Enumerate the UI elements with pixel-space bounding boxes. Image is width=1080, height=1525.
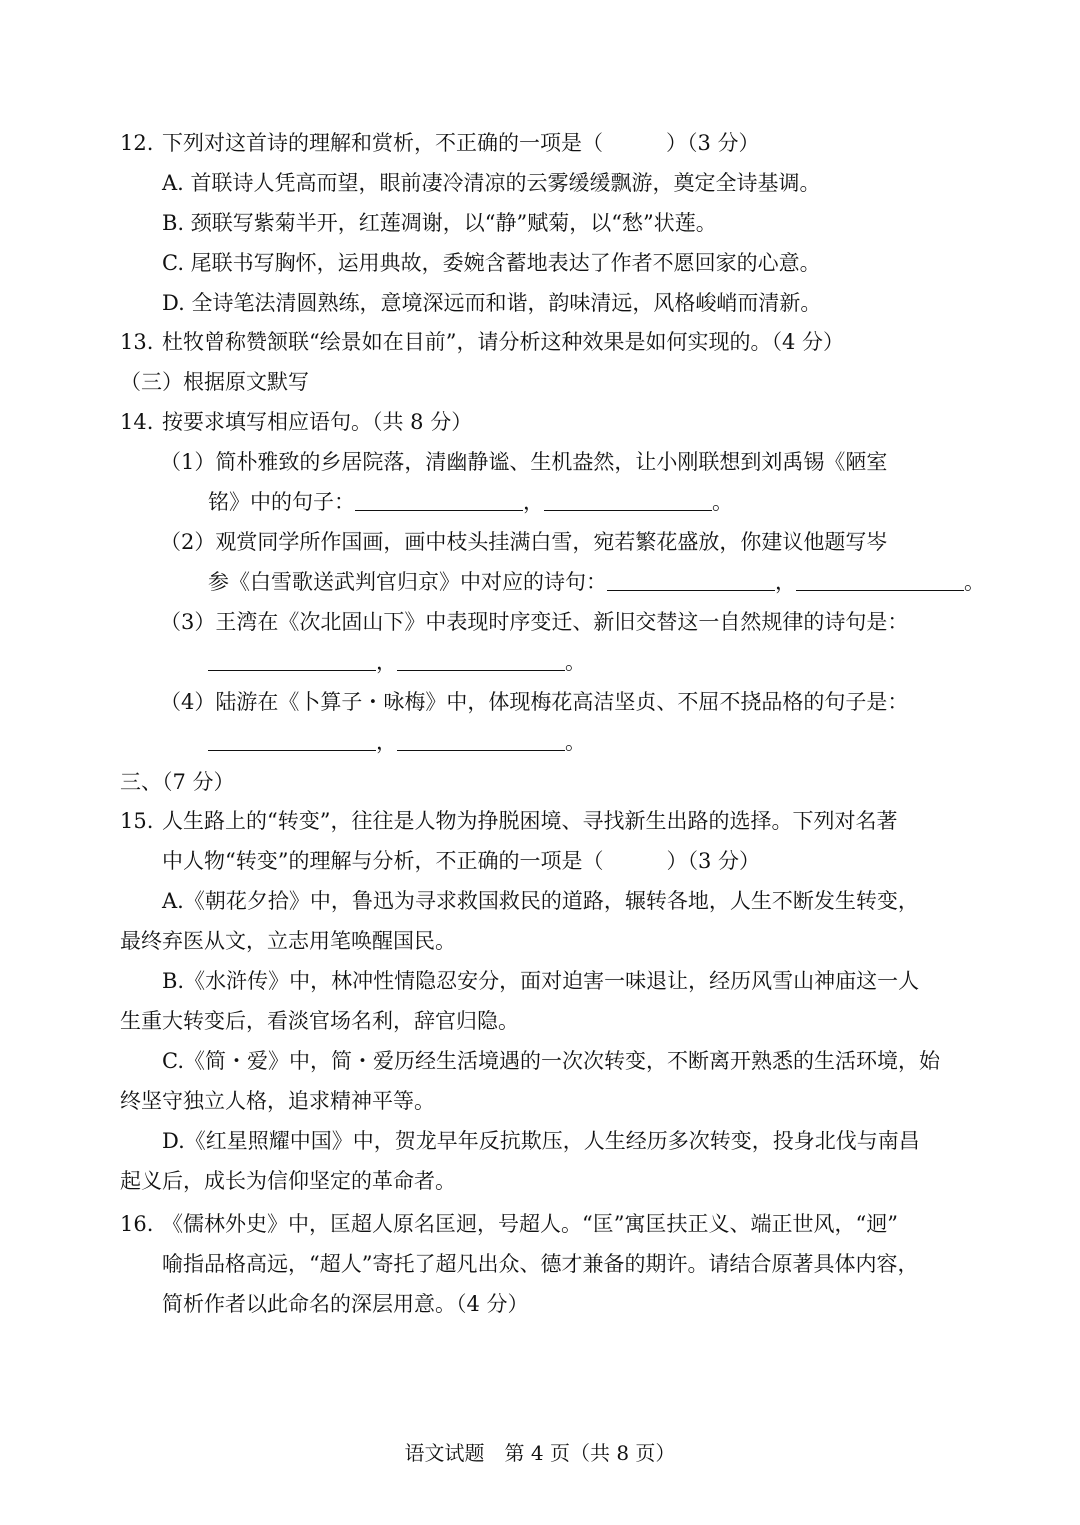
q14-part2-prompt: （2）观赏同学所作国画，画中枝头挂满白雪，宛若繁花盛放，你建议他题写岑 — [160, 530, 888, 554]
q16-line2: 喻指品格高远，“超人”寄托了超凡出众、德才兼备的期许。请结合原著具体内容， — [162, 1252, 919, 1276]
q15-number: 15. — [120, 809, 154, 833]
q16-line1 — [120, 1209, 898, 1239]
q12-option-d: D. 全诗笔法清圆熟练，意境深远而和谐，韵味清远，风格峻峭而清新。 — [162, 291, 822, 315]
q15-option-b-line2: 生重大转变后，看淡官场名利，辞官归隐。 — [120, 1009, 519, 1033]
page-footer: 语文试题 第 4 页（共 8 页） — [404, 1441, 676, 1465]
comma: ， — [523, 490, 544, 514]
q15-option-d-line2: 起义后，成长为信仰坚定的革命者。 — [120, 1169, 456, 1193]
q15-option-c-line2: 终坚守独立人格，追求精神平等。 — [120, 1089, 435, 1113]
q14-part1-answer-line — [208, 487, 733, 517]
q15-option-b-line1: B.《水浒传》中，林冲性情隐忍安分，面对迫害一味退让，经历风雪山神庙这一人 — [162, 969, 920, 993]
q12-text: 下列对这首诗的理解和赏析，不正确的一项是（ ）（3 分） — [162, 131, 760, 155]
q14-stem — [120, 407, 472, 437]
answer-blank[interactable] — [355, 490, 523, 511]
comma: ， — [376, 730, 397, 754]
q15-stem-line1 — [120, 806, 897, 836]
q16-line3: 简析作者以此命名的深层用意。（4 分） — [162, 1292, 529, 1316]
q14-text: 按要求填写相应语句。（共 8 分） — [162, 410, 473, 434]
q14-part3-prompt: （3）王湾在《次北固山下》中表现时序变迁、新旧交替这一自然规律的诗句是： — [160, 610, 909, 634]
q14-part2-answer-line — [208, 567, 985, 597]
q16-text-1: 《儒林外史》中，匡超人原名匡迥，号超人。“匡”寓匡扶正义、端正世风，“迥” — [162, 1212, 898, 1236]
comma: ， — [775, 570, 796, 594]
q15-option-a-line2: 最终弃医从文，立志用笔唤醒国民。 — [120, 929, 456, 953]
part-three-heading: 三、（7 分） — [120, 770, 235, 794]
q13-stem — [120, 327, 844, 357]
q14-part1-lead: 铭》中的句子： — [208, 490, 355, 514]
q13-number: 13. — [120, 330, 154, 354]
q12-stem — [120, 128, 760, 158]
answer-blank[interactable] — [397, 730, 565, 751]
q14-part1-prompt: （1）简朴雅致的乡居院落，清幽静谧、生机盎然，让小刚联想到刘禹锡《陋室 — [160, 450, 888, 474]
q12-option-c: C. 尾联书写胸怀，运用典故，委婉含蓄地表达了作者不愿回家的心意。 — [162, 251, 821, 275]
q14-part2-lead: 参《白雪歌送武判官归京》中对应的诗句： — [208, 570, 607, 594]
q15-option-c-line1: C.《简・爱》中，简・爱历经生活境遇的一次次转变，不断离开熟悉的生活环境，始 — [162, 1049, 940, 1073]
q14-part4-answer-line — [208, 727, 586, 757]
q12-option-a: A. 首联诗人凭高而望，眼前凄冷清凉的云雾缓缓飘游，奠定全诗基调。 — [162, 171, 821, 195]
q15-stem-line2: 中人物“转变”的理解与分析，不正确的一项是（ ）（3 分） — [162, 849, 761, 873]
q14-part3-answer-line — [208, 647, 586, 677]
answer-blank[interactable] — [607, 570, 775, 591]
period: 。 — [565, 730, 586, 754]
period: 。 — [565, 650, 586, 674]
answer-blank[interactable] — [796, 570, 964, 591]
q14-number: 14. — [120, 410, 154, 434]
answer-blank[interactable] — [208, 730, 376, 751]
q12-option-b: B. 颈联写紫菊半开，红莲凋谢，以“静”赋菊，以“愁”状莲。 — [162, 211, 717, 235]
comma: ， — [376, 650, 397, 674]
q16-number: 16. — [120, 1212, 154, 1236]
q15-option-a-line1: A.《朝花夕拾》中，鲁迅为寻求救国救民的道路，辗转各地，人生不断发生转变， — [162, 889, 919, 913]
q15-option-d-line1: D.《红星照耀中国》中，贺龙早年反抗欺压，人生经历多次转变，投身北伐与南昌 — [162, 1129, 920, 1153]
period: 。 — [964, 570, 985, 594]
answer-blank[interactable] — [208, 650, 376, 671]
q15-text-1: 人生路上的“转变”，往往是人物为挣脱困境、寻找新生出路的选择。下列对名著 — [162, 809, 898, 833]
answer-blank[interactable] — [397, 650, 565, 671]
period: 。 — [712, 490, 733, 514]
section-heading-recitation: （三）根据原文默写 — [120, 370, 309, 394]
q13-text: 杜牧曾称赞颔联“绘景如在目前”，请分析这种效果是如何实现的。（4 分） — [162, 330, 845, 354]
answer-blank[interactable] — [544, 490, 712, 511]
q14-part4-prompt: （4）陆游在《卜算子・咏梅》中，体现梅花高洁坚贞、不屈不挠品格的句子是： — [160, 690, 909, 714]
q12-number: 12. — [120, 131, 154, 155]
